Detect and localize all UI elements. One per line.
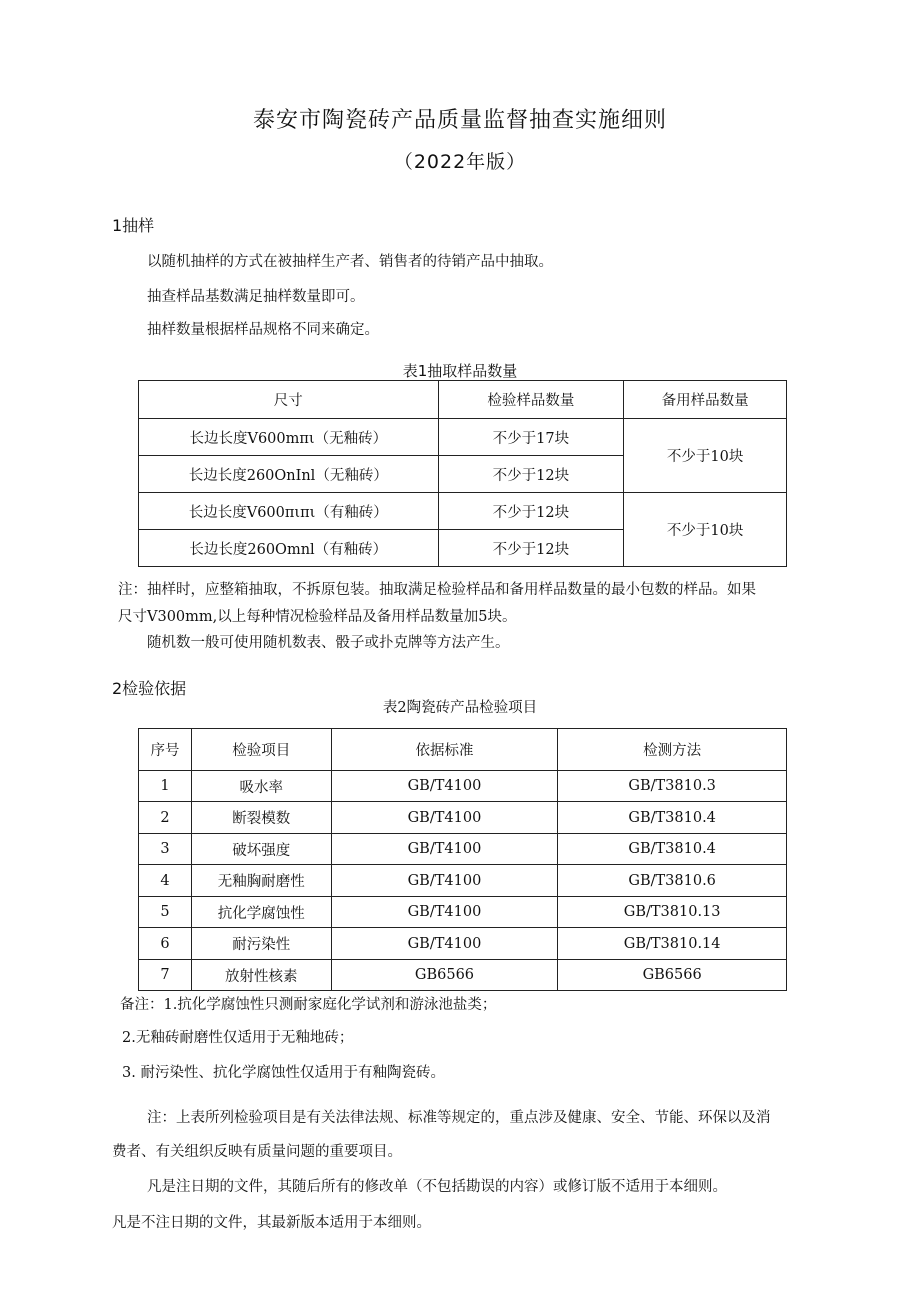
note-paragraph-line-1: 注：上表所列检验项目是有关法律法规、标准等规定的，重点涉及健康、安全、节能、环保以及消: [147, 1110, 771, 1126]
document-title: 泰安市陶瓷砖产品质量监督抽查实施细则: [252, 108, 667, 133]
remark-line-1: 备注：1.抗化学腐蚀性只测耐家庭化学试剂和游泳池盐类；: [120, 997, 497, 1013]
table-cell: 2: [139, 802, 192, 834]
document-subtitle: （2022年版）: [393, 151, 527, 173]
table1-note-line-2: 尺寸V300mm,以上每种情况检验样品及备用样品数量加5块。: [118, 609, 517, 625]
table-row: [139, 802, 787, 834]
table-cell: GB/T3810.14: [558, 928, 787, 960]
table-header-row: [139, 729, 787, 771]
undated-documents-note: 凡是不注日期的文件，其最新版本适用于本细则。: [112, 1215, 431, 1231]
table-header-cell: 备用样品数量: [624, 381, 787, 419]
table-cell: 不少于12块: [438, 530, 624, 567]
table-cell: 耐污染性: [191, 928, 331, 960]
inspection-items-table: [138, 728, 787, 991]
section1-heading: 1抽样: [112, 216, 155, 235]
table-header-cell: 依据标准: [331, 729, 558, 771]
table-cell: GB/T4100: [331, 834, 558, 865]
table-cell: 不少于10块: [624, 419, 787, 493]
table-cell: 无釉胸耐磨性: [191, 865, 331, 897]
table-header-row: [139, 381, 787, 419]
table1-note-line-1: 注：抽样时，应整箱抽取，不拆原包装。抽取满足检验样品和备用样品数量的最小包数的样品。如果: [118, 582, 756, 598]
table-cell: GB/T3810.3: [558, 771, 787, 802]
table-header-cell: 序号: [139, 729, 192, 771]
table-row: [139, 960, 787, 991]
table-cell: 不少于10块: [624, 493, 787, 567]
sample-quantity-table: [138, 380, 787, 567]
table-cell: GB/T4100: [331, 865, 558, 897]
table-row: [139, 865, 787, 897]
section1-paragraph-1: 以随机抽样的方式在被抽样生产者、销售者的待销产品中抽取。: [147, 254, 553, 270]
table-cell: GB/T3810.13: [558, 897, 787, 928]
table-cell: 不少于17块: [438, 419, 624, 456]
table-cell: 断裂模数: [191, 802, 331, 834]
table-cell: GB/T3810.4: [558, 802, 787, 834]
remark-line-2: 2.无釉砖耐磨性仅适用于无釉地砖；: [122, 1030, 354, 1046]
note-paragraph-line-2: 费者、有关组织反映有质量问题的重要项目。: [112, 1144, 402, 1160]
table-row: [139, 897, 787, 928]
table-row: [139, 493, 787, 530]
remark-line-3: 3. 耐污染性、抗化学腐蚀性仅适用于有釉陶瓷砖。: [122, 1065, 445, 1081]
table-cell: 6: [139, 928, 192, 960]
table-header-cell: 尺寸: [139, 381, 439, 419]
dated-documents-note: 凡是注日期的文件，其随后所有的修改单（不包括勘误的内容）或修订版不适用于本细则。: [147, 1179, 727, 1195]
table-header-cell: 检测方法: [558, 729, 787, 771]
table-cell: 长边长度260OnInl（无釉砖）: [139, 456, 439, 493]
section1-paragraph-2: 抽查样品基数满足抽样数量即可。: [147, 289, 365, 305]
table-cell: 不少于12块: [438, 456, 624, 493]
table-cell: 吸水率: [191, 771, 331, 802]
table-cell: 放射性核素: [191, 960, 331, 991]
section1-paragraph-3: 抽样数量根据样品规格不同来确定。: [147, 322, 379, 338]
table-cell: GB/T4100: [331, 802, 558, 834]
table-cell: GB/T3810.6: [558, 865, 787, 897]
table-cell: 5: [139, 897, 192, 928]
table-cell: 长边长度260Omnl（有釉砖）: [139, 530, 439, 567]
table-cell: 长边长度V600πιπι（有釉砖）: [139, 493, 439, 530]
table-cell: 抗化学腐蚀性: [191, 897, 331, 928]
table-cell: 7: [139, 960, 192, 991]
table-cell: GB/T4100: [331, 928, 558, 960]
table-cell: 破坏强度: [191, 834, 331, 865]
section2-heading: 2检验依据: [112, 679, 187, 698]
table-cell: 不少于12块: [438, 493, 624, 530]
table-cell: 长边长度V600mπι（无釉砖）: [139, 419, 439, 456]
table-cell: GB6566: [558, 960, 787, 991]
table-row: [139, 834, 787, 865]
table-cell: GB/T4100: [331, 771, 558, 802]
table-cell: GB/T4100: [331, 897, 558, 928]
table-cell: 3: [139, 834, 192, 865]
table1-note-line-3: 随机数一般可使用随机数表、骰子或扑克牌等方法产生。: [147, 635, 510, 651]
table-cell: 4: [139, 865, 192, 897]
table1-caption: 表1抽取样品数量: [402, 362, 518, 380]
table-cell: GB6566: [331, 960, 558, 991]
table-row: [139, 928, 787, 960]
table-cell: 1: [139, 771, 192, 802]
table-header-cell: 检验项目: [191, 729, 331, 771]
table2-caption: 表2陶瓷砖产品检验项目: [382, 700, 538, 716]
table-header-cell: 检验样品数量: [438, 381, 624, 419]
table-row: [139, 419, 787, 456]
table-cell: GB/T3810.4: [558, 834, 787, 865]
table-row: [139, 771, 787, 802]
